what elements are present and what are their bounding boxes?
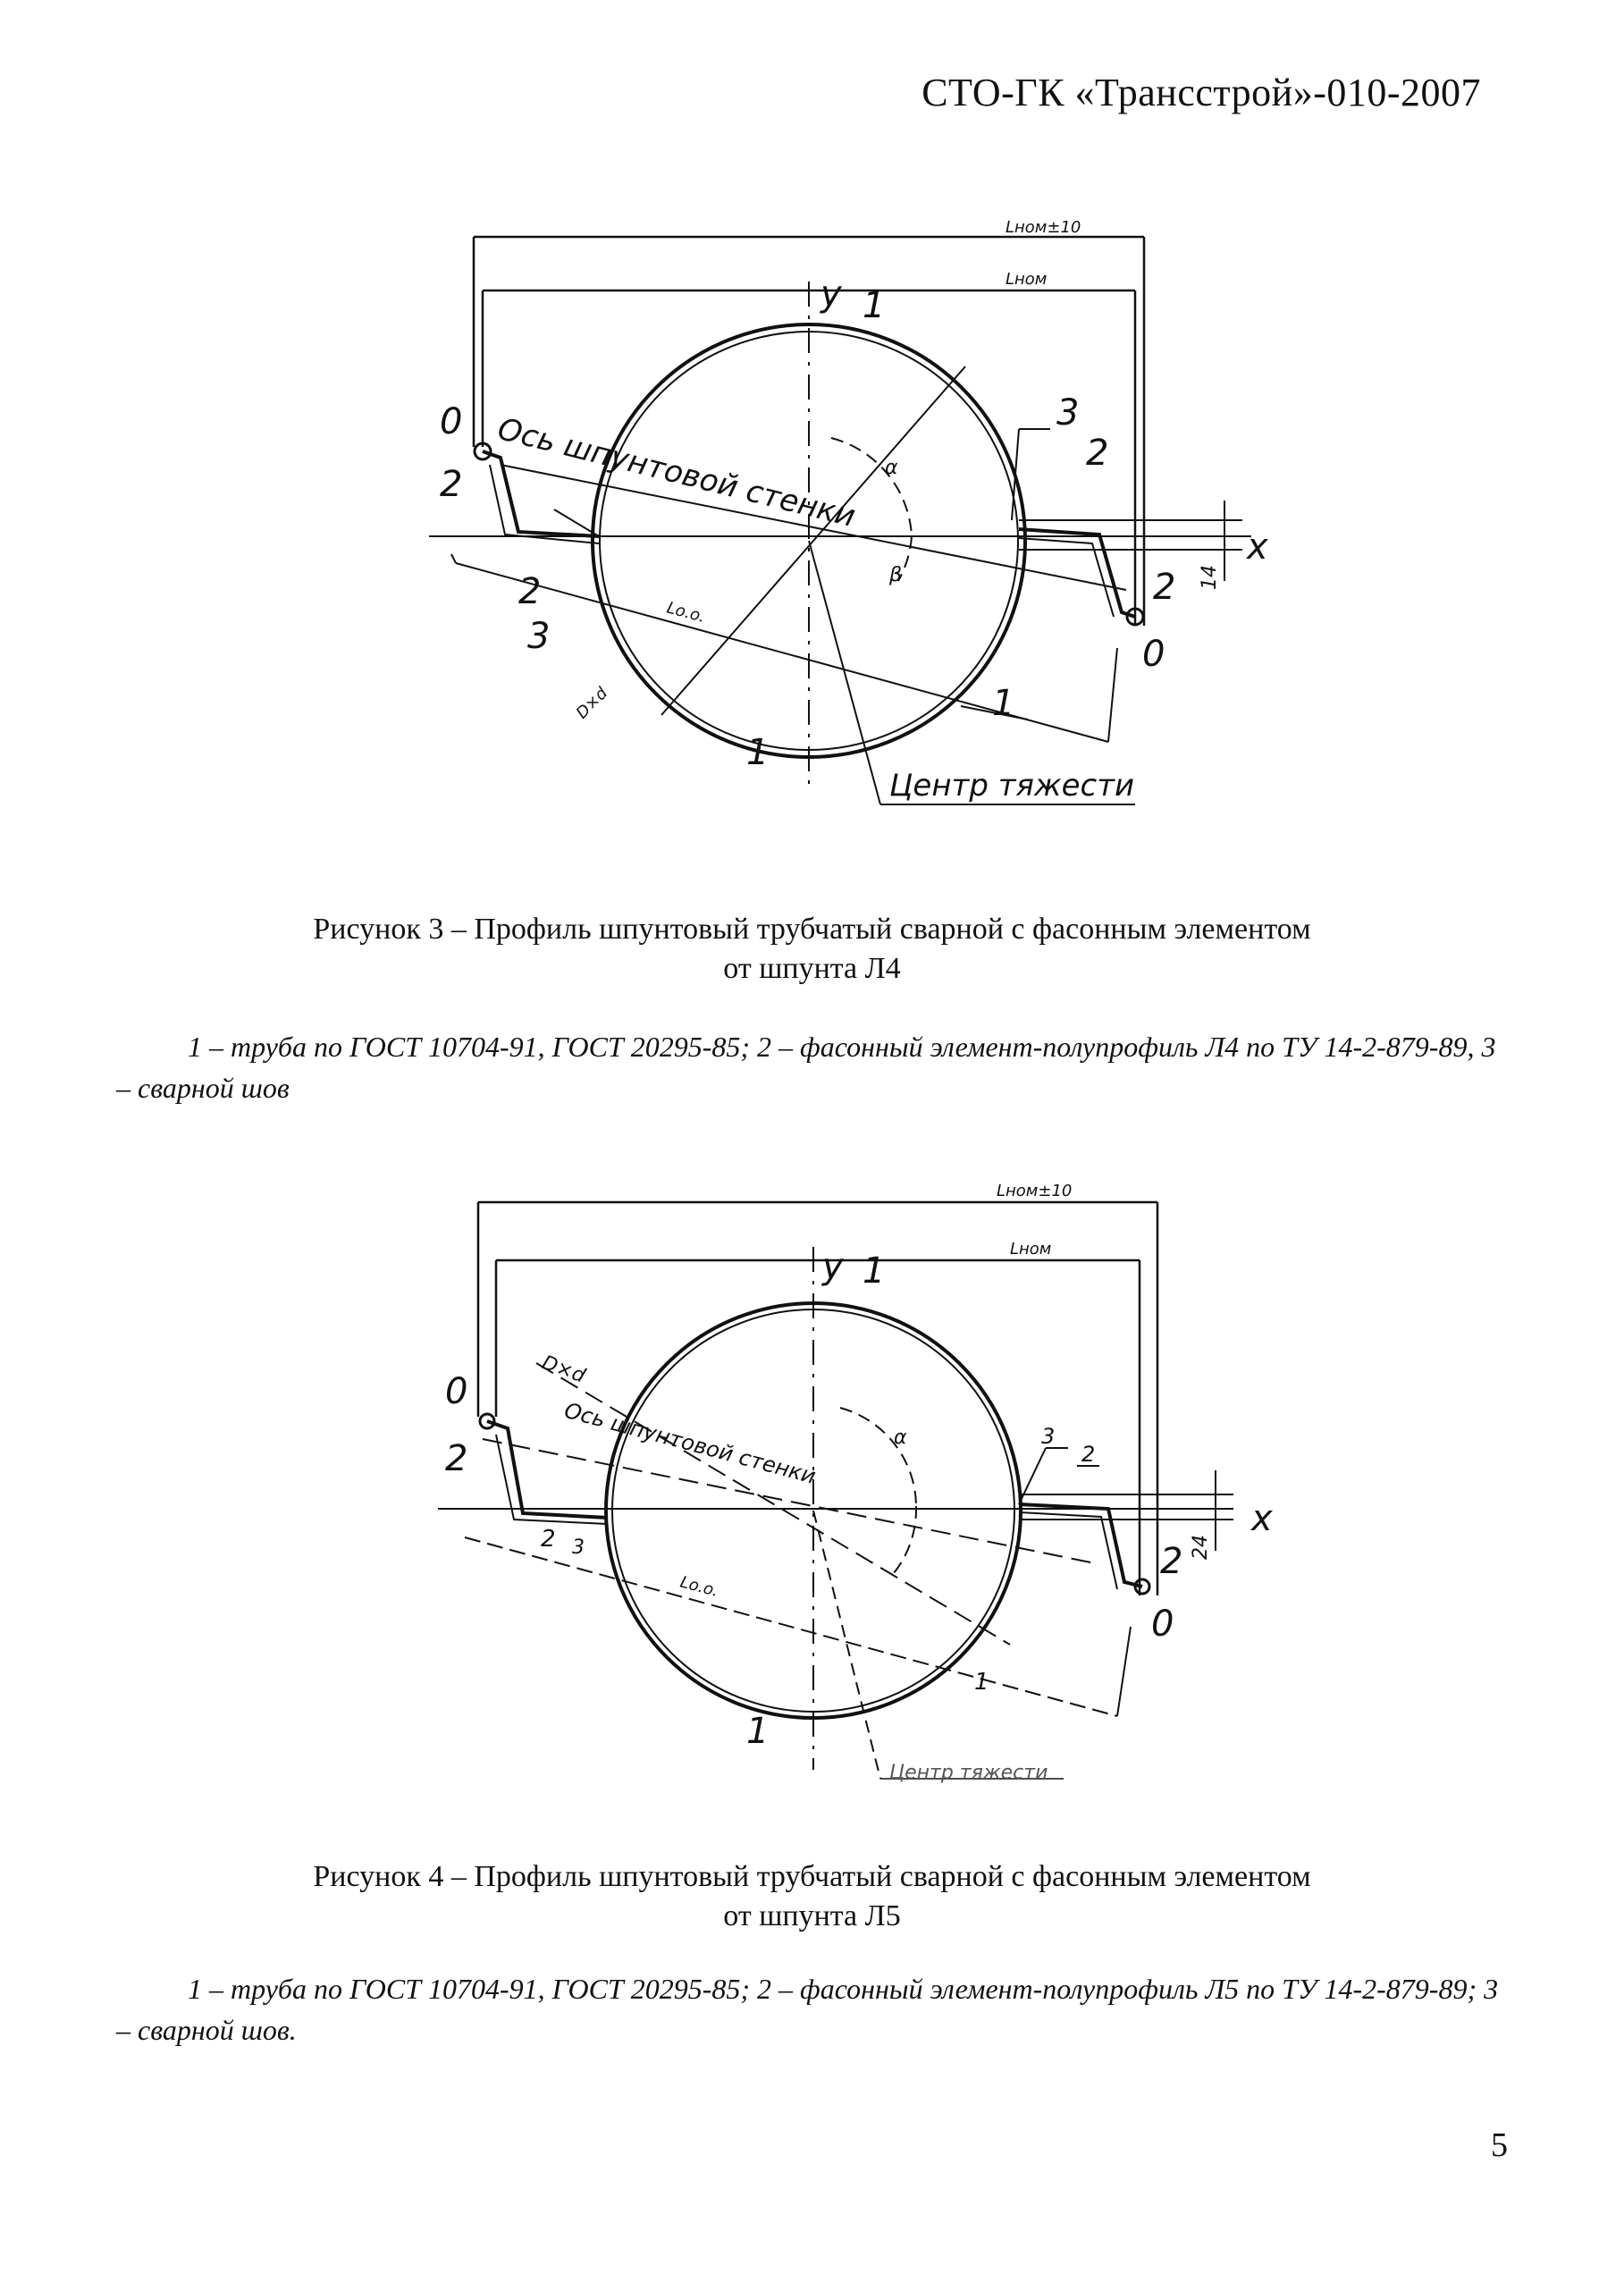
fig4-label-3-right: 3: [1041, 1424, 1056, 1449]
fig3-dim-height: 14: [1199, 565, 1221, 590]
fig4-dim-inner-label: Lном: [1010, 1240, 1052, 1259]
fig4-label-1-top: 1: [862, 1250, 886, 1292]
fig4-angle-a: α: [894, 1427, 907, 1449]
fig4-dim-top-label: Lном±10: [997, 1182, 1073, 1200]
fig3-dim-inner-label: Lном: [1006, 270, 1048, 289]
fig4-dim-height: 24: [1190, 1535, 1212, 1560]
fig3-label-2-left: 2: [440, 464, 463, 505]
fig3-wall-axis-label: Ось шпунтовой стенки: [493, 410, 859, 535]
fig4-lock-left: 0: [445, 1371, 468, 1412]
fig3-axis-x: x: [1247, 526, 1268, 568]
fig4-lock-right: 0: [1151, 1604, 1174, 1645]
figure-4-drawing: [0, 1162, 1624, 1806]
fig4-label-2-lower: 2: [541, 1526, 556, 1553]
fig3-lock-left: 0: [440, 401, 463, 442]
fig4-label-1-right: 1: [974, 1669, 989, 1696]
fig4-label-2-right: 2: [1081, 1442, 1096, 1467]
page-number: 5: [1491, 2126, 1508, 2164]
fig3-label-1-top: 1: [862, 285, 886, 326]
fig3-angle-b: β: [889, 564, 903, 586]
figure-3-caption: [0, 910, 1624, 989]
fig4-wall-axis-label: Ось шпунтовой стенки: [561, 1397, 819, 1489]
document-code: СТО-ГК «Трансстрой»-010-2007: [921, 71, 1481, 114]
fig4-label-3-left: 3: [572, 1536, 585, 1559]
figure-4-legend: 1 – труба по ГОСТ 10704-91, ГОСТ 20295-85; 2 – фасонный элемент-полупрофиль Л5 по ТУ 14-2-879-89; 3 – сварной шов.: [116, 1973, 1499, 2046]
fig3-label-1-bottom: 1: [746, 732, 770, 773]
fig4-axis-x: x: [1251, 1498, 1273, 1539]
fig3-l-mark: Lо.о.: [664, 598, 708, 627]
fig3-diameter: D×d: [572, 684, 612, 723]
fig3-label-1-right: 1: [992, 683, 1015, 724]
fig3-label-2-lower: 2: [518, 571, 542, 612]
fig3-axis-y: y: [820, 274, 842, 315]
fig3-label-3-left: 3: [527, 616, 551, 657]
fig4-label-1-bottom: 1: [746, 1711, 770, 1752]
fig4-center-of-gravity: Центр тяжести: [889, 1762, 1048, 1784]
fig4-right-sheet-profile: [1019, 1504, 1142, 1587]
figure-3-svg: [0, 206, 1624, 849]
fig4-label-2-left: 2: [445, 1438, 468, 1479]
figure-3-drawing: [0, 206, 1624, 849]
fig4-diameter: D×d: [538, 1351, 588, 1388]
figure-4-caption-line1: Рисунок 4 – Профиль шпунтовый трубчатый сварной с фасонным элементом: [313, 1860, 1311, 1893]
figure-3-caption-line1: Рисунок 3 – Профиль шпунтовый трубчатый сварной с фасонным элементом: [313, 913, 1311, 946]
fig3-label-3-right: 3: [1056, 392, 1080, 434]
fig3-angle-a: α: [885, 457, 898, 479]
fig4-left-sheet-profile: [487, 1421, 608, 1518]
fig3-lock-right: 0: [1142, 634, 1165, 675]
figure-3-legend: 1 – труба по ГОСТ 10704-91, ГОСТ 20295-85; 2 – фасонный элемент-полупрофиль Л4 по ТУ 14-2-879-89, 3 – сварной шов: [116, 1031, 1496, 1104]
figure-4-caption: [0, 1857, 1624, 1936]
figure-4-svg: [0, 1162, 1624, 1806]
fig3-label-2-right: 2: [1086, 433, 1109, 474]
fig4-l-mark: Lо.о.: [677, 1572, 721, 1602]
fig4-axis-y: у: [822, 1246, 844, 1287]
fig3-dim-top-label: Lном±10: [1006, 218, 1081, 237]
figure-3-caption-line2: от шпунта Л4: [723, 952, 901, 985]
fig3-center-of-gravity: Центр тяжести: [889, 768, 1135, 804]
figure-4-caption-line2: от шпунта Л5: [723, 1899, 901, 1932]
fig3-label-2-right-lower: 2: [1153, 567, 1176, 608]
fig4-label-2-right-lower: 2: [1160, 1541, 1183, 1582]
